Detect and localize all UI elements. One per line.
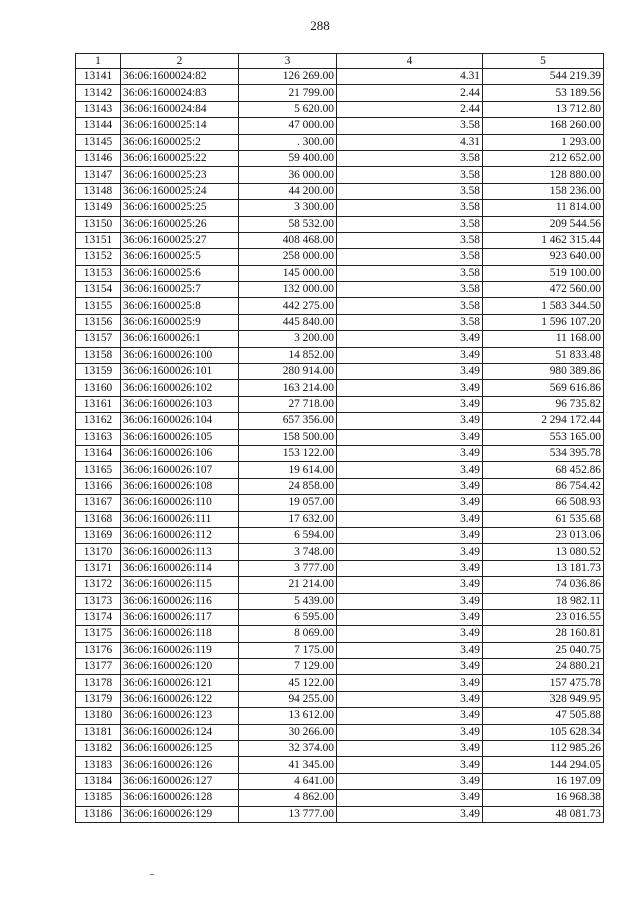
row-number-cell: 13152 (76, 249, 121, 265)
rate-cell: 3.49 (337, 495, 483, 511)
cadastral-number-cell: 36:06:1600026:116 (121, 593, 239, 609)
rate-cell: 3.49 (337, 659, 483, 675)
row-number-cell: 13147 (76, 167, 121, 183)
rate-cell: 2.44 (337, 85, 483, 101)
cadastral-number-cell: 36:06:1600025:8 (121, 298, 239, 314)
cadastral-number-cell: 36:06:1600026:100 (121, 347, 239, 363)
row-number-cell: 13145 (76, 134, 121, 150)
table-row (76, 282, 604, 298)
area-cell: 7 175.00 (239, 642, 337, 658)
row-number-cell: 13186 (76, 806, 121, 822)
row-number-cell: 13183 (76, 757, 121, 773)
area-cell: 6 594.00 (239, 527, 337, 543)
rate-cell: 3.49 (337, 445, 483, 461)
value-cell: 86 754.42 (483, 478, 604, 494)
value-cell: 569 616.86 (483, 380, 604, 396)
row-number-cell: 13165 (76, 462, 121, 478)
cadastral-number-cell: 36:06:1600025:14 (121, 118, 239, 134)
cadastral-number-cell: 36:06:1600026:120 (121, 659, 239, 675)
value-cell: 328 949.95 (483, 691, 604, 707)
row-number-cell: 13153 (76, 265, 121, 281)
rate-cell: 3.49 (337, 675, 483, 691)
table-row (76, 495, 604, 511)
rate-cell: 3.49 (337, 806, 483, 822)
cadastral-number-cell: 36:06:1600026:106 (121, 445, 239, 461)
value-cell: 25 040.75 (483, 642, 604, 658)
cadastral-number-cell: 36:06:1600025:23 (121, 167, 239, 183)
area-cell: 58 532.00 (239, 216, 337, 232)
row-number-cell: 13146 (76, 150, 121, 166)
rate-cell: 3.49 (337, 462, 483, 478)
cadastral-number-cell: 36:06:1600026:112 (121, 527, 239, 543)
value-cell: 13 080.52 (483, 544, 604, 560)
cadastral-number-cell: 36:06:1600026:129 (121, 806, 239, 822)
table-row (76, 626, 604, 642)
rate-cell: 3.49 (337, 478, 483, 494)
value-cell: 47 505.88 (483, 708, 604, 724)
page-number: 288 (310, 18, 330, 33)
row-number-cell: 13167 (76, 495, 121, 511)
rate-cell: 3.49 (337, 364, 483, 380)
cadastral-number-cell: 36:06:1600026:113 (121, 544, 239, 560)
table-row (76, 642, 604, 658)
cadastral-number-cell: 36:06:1600026:103 (121, 396, 239, 412)
area-cell: 445 840.00 (239, 314, 337, 330)
value-cell: 68 452.86 (483, 462, 604, 478)
row-number-cell: 13148 (76, 183, 121, 199)
table-row (76, 314, 604, 330)
rate-cell: 3.58 (337, 150, 483, 166)
table-row (76, 167, 604, 183)
table-row (76, 806, 604, 822)
table-row (76, 200, 604, 216)
table-row (76, 675, 604, 691)
area-cell: 30 266.00 (239, 724, 337, 740)
table-row (76, 429, 604, 445)
row-number-cell: 13169 (76, 527, 121, 543)
value-cell: 51 833.48 (483, 347, 604, 363)
table-row (76, 724, 604, 740)
value-cell: 168 260.00 (483, 118, 604, 134)
cadastral-number-cell: 36:06:1600025:26 (121, 216, 239, 232)
value-cell: 96 735.82 (483, 396, 604, 412)
table-row (76, 298, 604, 314)
row-number-cell: 13170 (76, 544, 121, 560)
row-number-cell: 13171 (76, 560, 121, 576)
value-cell: 18 982.11 (483, 593, 604, 609)
value-cell: 105 628.34 (483, 724, 604, 740)
table-row (76, 445, 604, 461)
area-cell: 5 620.00 (239, 101, 337, 117)
table-row (76, 216, 604, 232)
value-cell: 144 294.05 (483, 757, 604, 773)
area-cell: 21 214.00 (239, 577, 337, 593)
value-cell: 544 219.39 (483, 69, 604, 85)
value-cell: 2 294 172.44 (483, 413, 604, 429)
value-cell: 23 013.06 (483, 527, 604, 543)
value-cell: 11 168.00 (483, 331, 604, 347)
cadastral-number-cell: 36:06:1600026:124 (121, 724, 239, 740)
value-cell: 61 535.68 (483, 511, 604, 527)
header-cell-1: 1 (76, 54, 121, 69)
cadastral-number-cell: 36:06:1600026:121 (121, 675, 239, 691)
row-number-cell: 13172 (76, 577, 121, 593)
table-row (76, 85, 604, 101)
row-number-cell: 13161 (76, 396, 121, 412)
value-cell: 13 181.73 (483, 560, 604, 576)
area-cell: 258 000.00 (239, 249, 337, 265)
area-cell: 45 122.00 (239, 675, 337, 691)
area-cell: 13 777.00 (239, 806, 337, 822)
row-number-cell: 13143 (76, 101, 121, 117)
cadastral-number-cell: 36:06:1600025:6 (121, 265, 239, 281)
table-row (76, 380, 604, 396)
row-number-cell: 13162 (76, 413, 121, 429)
header-cell-5: 5 (483, 54, 604, 69)
header-cell-4: 4 (337, 54, 483, 69)
row-number-cell: 13178 (76, 675, 121, 691)
area-cell: 657 356.00 (239, 413, 337, 429)
area-cell: 59 400.00 (239, 150, 337, 166)
area-cell: 158 500.00 (239, 429, 337, 445)
cadastral-number-cell: 36:06:1600026:101 (121, 364, 239, 380)
area-cell: 7 129.00 (239, 659, 337, 675)
table-row (76, 593, 604, 609)
rate-cell: 3.49 (337, 347, 483, 363)
rate-cell: 3.49 (337, 413, 483, 429)
rate-cell: 3.49 (337, 560, 483, 576)
cadastral-number-cell: 36:06:1600025:22 (121, 150, 239, 166)
value-cell: 1 583 344.50 (483, 298, 604, 314)
rate-cell: 3.49 (337, 609, 483, 625)
cadastral-number-cell: 36:06:1600025:7 (121, 282, 239, 298)
cadastral-number-cell: 36:06:1600025:24 (121, 183, 239, 199)
table-row (76, 101, 604, 117)
area-cell: 94 255.00 (239, 691, 337, 707)
table-row (76, 790, 604, 806)
table-row (76, 708, 604, 724)
rate-cell: 3.49 (337, 626, 483, 642)
row-number-cell: 13174 (76, 609, 121, 625)
rate-cell: 3.49 (337, 380, 483, 396)
area-cell: 36 000.00 (239, 167, 337, 183)
rate-cell: 3.58 (337, 200, 483, 216)
cadastral-number-cell: 36:06:1600026:102 (121, 380, 239, 396)
cadastral-number-cell: 36:06:1600026:115 (121, 577, 239, 593)
area-cell: 3 200.00 (239, 331, 337, 347)
table-row (76, 609, 604, 625)
area-cell: 3 300.00 (239, 200, 337, 216)
cadastral-number-cell: 36:06:1600026:118 (121, 626, 239, 642)
table-row (76, 659, 604, 675)
rate-cell: 3.49 (337, 593, 483, 609)
rate-cell: 3.49 (337, 511, 483, 527)
area-cell: 24 858.00 (239, 478, 337, 494)
cadastral-number-cell: 36:06:1600026:107 (121, 462, 239, 478)
area-cell: 19 614.00 (239, 462, 337, 478)
cadastral-number-cell: 36:06:1600024:82 (121, 69, 239, 85)
cadastral-number-cell: 36:06:1600026:125 (121, 741, 239, 757)
value-cell: 74 036.86 (483, 577, 604, 593)
rate-cell: 3.49 (337, 331, 483, 347)
cadastral-number-cell: 36:06:1600026:111 (121, 511, 239, 527)
value-cell: 158 236.00 (483, 183, 604, 199)
value-cell: 157 475.78 (483, 675, 604, 691)
cadastral-number-cell: 36:06:1600026:126 (121, 757, 239, 773)
row-number-cell: 13157 (76, 331, 121, 347)
table-row (76, 364, 604, 380)
row-number-cell: 13164 (76, 445, 121, 461)
area-cell: 21 799.00 (239, 85, 337, 101)
cadastral-number-cell: 36:06:1600025:25 (121, 200, 239, 216)
row-number-cell: 13155 (76, 298, 121, 314)
area-cell: 44 200.00 (239, 183, 337, 199)
row-number-cell: 13141 (76, 69, 121, 85)
rate-cell: 3.58 (337, 265, 483, 281)
table-row (76, 741, 604, 757)
row-number-cell: 13181 (76, 724, 121, 740)
header-cell-3: 3 (239, 54, 337, 69)
table-header-row (76, 54, 604, 69)
area-cell: 4 862.00 (239, 790, 337, 806)
row-number-cell: 13163 (76, 429, 121, 445)
rate-cell: 4.31 (337, 134, 483, 150)
row-number-cell: 13154 (76, 282, 121, 298)
table-row (76, 265, 604, 281)
area-cell: 47 000.00 (239, 118, 337, 134)
area-cell: . 300.00 (239, 134, 337, 150)
row-number-cell: 13150 (76, 216, 121, 232)
cadastral-number-cell: 36:06:1600026:127 (121, 773, 239, 789)
cadastral-number-cell: 36:06:1600026:104 (121, 413, 239, 429)
area-cell: 14 852.00 (239, 347, 337, 363)
row-number-cell: 13166 (76, 478, 121, 494)
row-number-cell: 13144 (76, 118, 121, 134)
cadastral-number-cell: 36:06:1600026:128 (121, 790, 239, 806)
area-cell: 13 612.00 (239, 708, 337, 724)
table-row (76, 347, 604, 363)
rate-cell: 3.49 (337, 527, 483, 543)
area-cell: 132 000.00 (239, 282, 337, 298)
row-number-cell: 13173 (76, 593, 121, 609)
rate-cell: 3.58 (337, 183, 483, 199)
table-row (76, 331, 604, 347)
value-cell: 16 968.38 (483, 790, 604, 806)
rate-cell: 3.58 (337, 298, 483, 314)
area-cell: 408 468.00 (239, 232, 337, 248)
area-cell: 145 000.00 (239, 265, 337, 281)
value-cell: 1 596 107.20 (483, 314, 604, 330)
rate-cell: 3.49 (337, 708, 483, 724)
rate-cell: 3.58 (337, 167, 483, 183)
value-cell: 923 640.00 (483, 249, 604, 265)
table-row (76, 396, 604, 412)
rate-cell: 3.49 (337, 577, 483, 593)
cadastral-number-cell: 36:06:1600025:2 (121, 134, 239, 150)
value-cell: 534 395.78 (483, 445, 604, 461)
area-cell: 27 718.00 (239, 396, 337, 412)
table-row (76, 150, 604, 166)
cadastral-number-cell: 36:06:1600024:84 (121, 101, 239, 117)
area-cell: 3 748.00 (239, 544, 337, 560)
table-row (76, 118, 604, 134)
rate-cell: 3.49 (337, 724, 483, 740)
cadastral-number-cell: 36:06:1600025:27 (121, 232, 239, 248)
area-cell: 17 632.00 (239, 511, 337, 527)
rate-cell: 3.49 (337, 773, 483, 789)
row-number-cell: 13159 (76, 364, 121, 380)
table-row (76, 462, 604, 478)
row-number-cell: 13179 (76, 691, 121, 707)
row-number-cell: 13184 (76, 773, 121, 789)
scan-mark (150, 874, 154, 875)
row-number-cell: 13151 (76, 232, 121, 248)
row-number-cell: 13182 (76, 741, 121, 757)
table-row (76, 691, 604, 707)
table-row (76, 232, 604, 248)
table-row (76, 577, 604, 593)
value-cell: 980 389.86 (483, 364, 604, 380)
cadastral-number-cell: 36:06:1600025:9 (121, 314, 239, 330)
area-cell: 163 214.00 (239, 380, 337, 396)
cadastral-number-cell: 36:06:1600026:105 (121, 429, 239, 445)
rate-cell: 3.49 (337, 642, 483, 658)
rate-cell: 3.49 (337, 790, 483, 806)
rate-cell: 3.49 (337, 741, 483, 757)
value-cell: 48 081.73 (483, 806, 604, 822)
table-row (76, 249, 604, 265)
cadastral-number-cell: 36:06:1600026:117 (121, 609, 239, 625)
value-cell: 28 160.81 (483, 626, 604, 642)
table-row (76, 413, 604, 429)
row-number-cell: 13185 (76, 790, 121, 806)
value-cell: 66 508.93 (483, 495, 604, 511)
value-cell: 112 985.26 (483, 741, 604, 757)
cadastral-number-cell: 36:06:1600026:108 (121, 478, 239, 494)
value-cell: 24 880.21 (483, 659, 604, 675)
rate-cell: 3.58 (337, 118, 483, 134)
cadastral-number-cell: 36:06:1600026:114 (121, 560, 239, 576)
area-cell: 4 641.00 (239, 773, 337, 789)
value-cell: 1 293.00 (483, 134, 604, 150)
row-number-cell: 13176 (76, 642, 121, 658)
area-cell: 41 345.00 (239, 757, 337, 773)
table-row (76, 183, 604, 199)
row-number-cell: 13168 (76, 511, 121, 527)
area-cell: 126 269.00 (239, 69, 337, 85)
rate-cell: 3.49 (337, 544, 483, 560)
value-cell: 13 712.80 (483, 101, 604, 117)
value-cell: 553 165.00 (483, 429, 604, 445)
table-row (76, 560, 604, 576)
table-row (76, 527, 604, 543)
area-cell: 8 069.00 (239, 626, 337, 642)
cadastral-number-cell: 36:06:1600026:123 (121, 708, 239, 724)
row-number-cell: 13177 (76, 659, 121, 675)
cadastral-number-cell: 36:06:1600026:122 (121, 691, 239, 707)
area-cell: 442 275.00 (239, 298, 337, 314)
row-number-cell: 13160 (76, 380, 121, 396)
rate-cell: 3.58 (337, 314, 483, 330)
value-cell: 16 197.09 (483, 773, 604, 789)
value-cell: 209 544.56 (483, 216, 604, 232)
rate-cell: 2.44 (337, 101, 483, 117)
table-row (76, 511, 604, 527)
rate-cell: 3.58 (337, 282, 483, 298)
value-cell: 23 016.55 (483, 609, 604, 625)
row-number-cell: 13175 (76, 626, 121, 642)
table-row (76, 134, 604, 150)
area-cell: 5 439.00 (239, 593, 337, 609)
rate-cell: 3.49 (337, 396, 483, 412)
cadastral-number-cell: 36:06:1600025:5 (121, 249, 239, 265)
value-cell: 212 652.00 (483, 150, 604, 166)
table-row (76, 757, 604, 773)
cadastral-number-cell: 36:06:1600026:110 (121, 495, 239, 511)
row-number-cell: 13156 (76, 314, 121, 330)
value-cell: 53 189.56 (483, 85, 604, 101)
area-cell: 32 374.00 (239, 741, 337, 757)
value-cell: 1 462 315.44 (483, 232, 604, 248)
area-cell: 3 777.00 (239, 560, 337, 576)
value-cell: 11 814.00 (483, 200, 604, 216)
table-body (76, 54, 604, 823)
rate-cell: 4.31 (337, 69, 483, 85)
area-cell: 153 122.00 (239, 445, 337, 461)
row-number-cell: 13149 (76, 200, 121, 216)
cadastral-number-cell: 36:06:1600026:1 (121, 331, 239, 347)
table-row (76, 544, 604, 560)
rate-cell: 3.58 (337, 249, 483, 265)
cadastral-number-cell: 36:06:1600026:119 (121, 642, 239, 658)
rate-cell: 3.49 (337, 429, 483, 445)
row-number-cell: 13180 (76, 708, 121, 724)
value-cell: 472 560.00 (483, 282, 604, 298)
value-cell: 519 100.00 (483, 265, 604, 281)
area-cell: 6 595.00 (239, 609, 337, 625)
cadastral-number-cell: 36:06:1600024:83 (121, 85, 239, 101)
table-row (76, 478, 604, 494)
area-cell: 280 914.00 (239, 364, 337, 380)
header-cell-2: 2 (121, 54, 239, 69)
cadastral-value-table (75, 53, 604, 823)
value-cell: 128 880.00 (483, 167, 604, 183)
rate-cell: 3.58 (337, 232, 483, 248)
area-cell: 19 057.00 (239, 495, 337, 511)
row-number-cell: 13142 (76, 85, 121, 101)
rate-cell: 3.49 (337, 691, 483, 707)
rate-cell: 3.49 (337, 757, 483, 773)
rate-cell: 3.58 (337, 216, 483, 232)
row-number-cell: 13158 (76, 347, 121, 363)
table-row (76, 69, 604, 85)
table-row (76, 773, 604, 789)
